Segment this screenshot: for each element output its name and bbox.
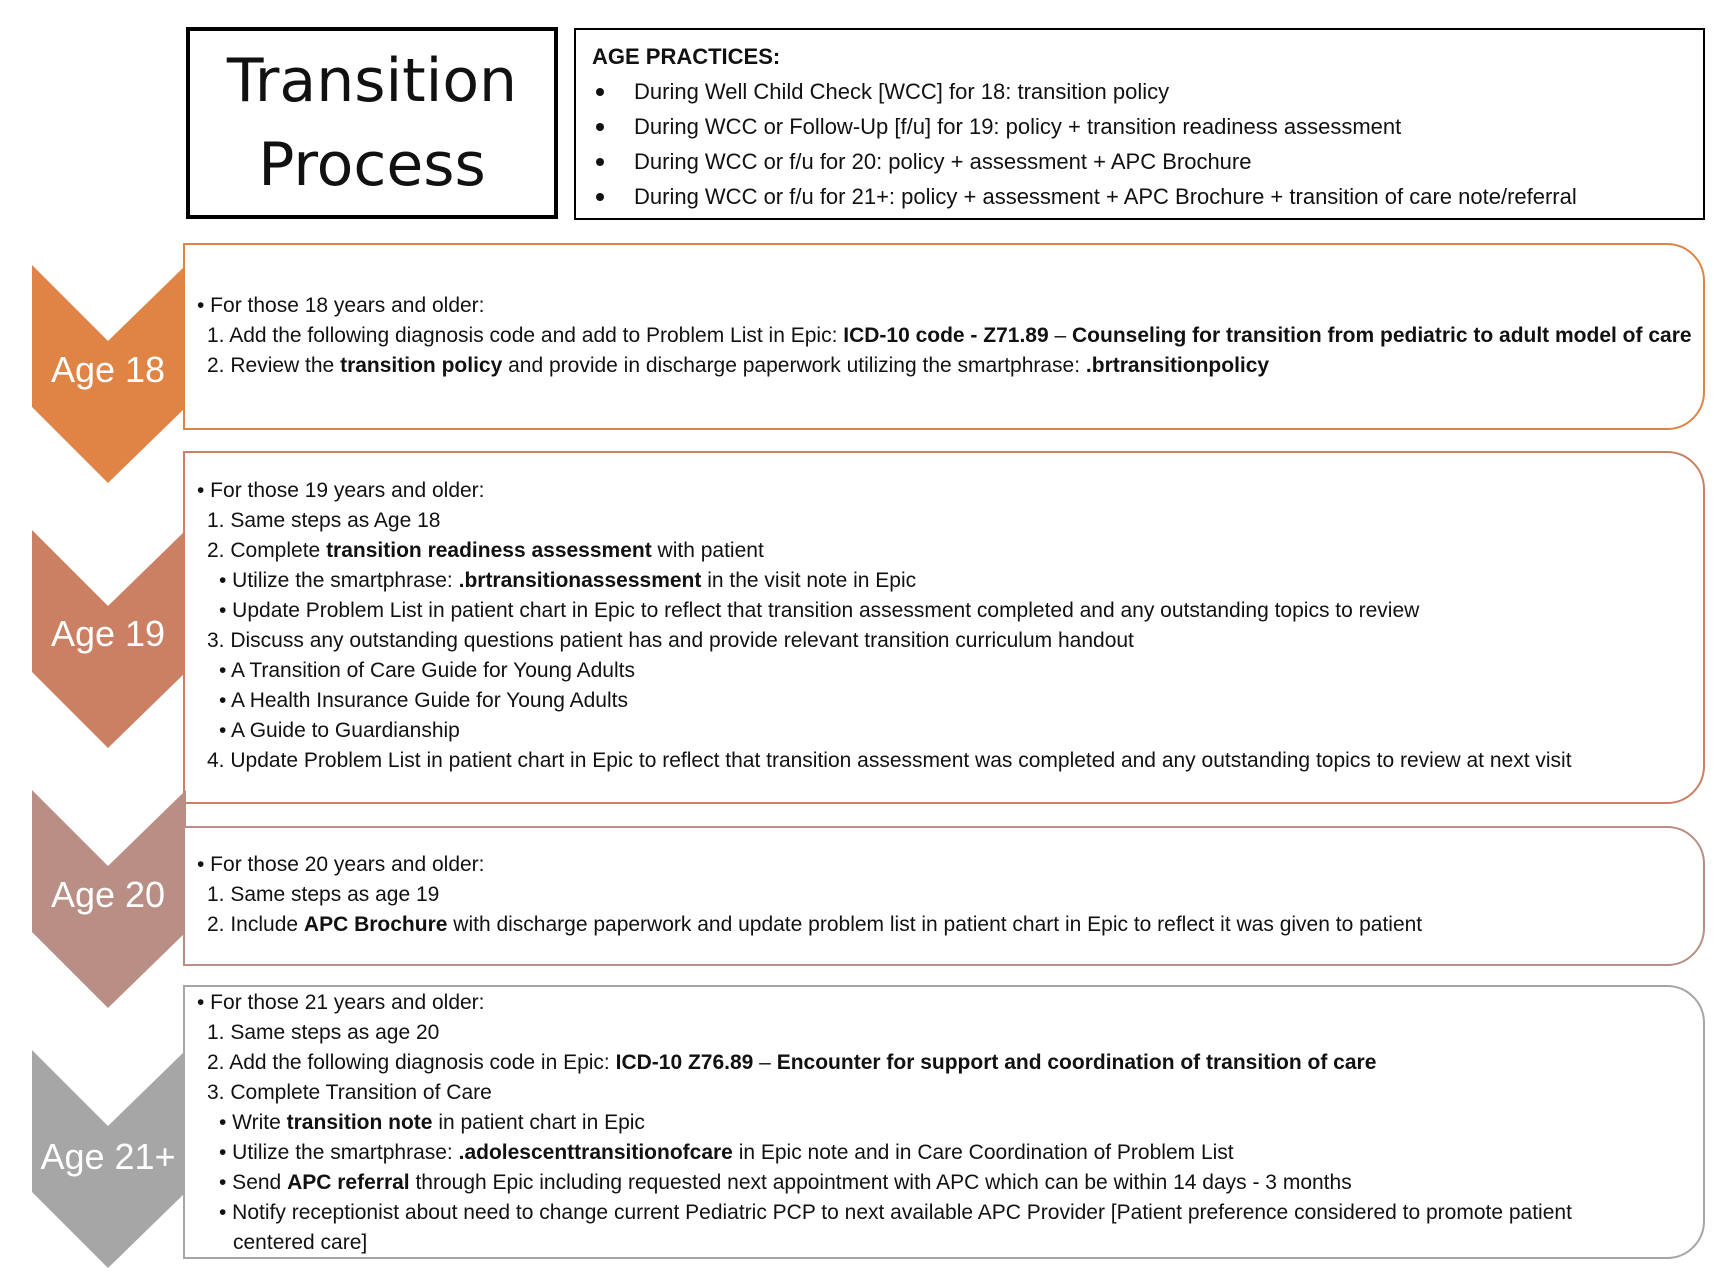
step-emphasis: .brtransitionpolicy (1085, 354, 1270, 377)
step-text: 2. Include (207, 913, 304, 936)
step-emphasis: APC referral (287, 1171, 410, 1194)
step-text: 4. Update Problem List in patient chart in Epic to reflect that transition assessment was completed and any outstanding topics to review at next visit (207, 749, 1572, 772)
step-emphasis: .adolescenttransitionofcare (458, 1141, 733, 1164)
step-text: with discharge paperwork and update problem list in patient chart in Epic to reflect it was given to patient (447, 913, 1423, 936)
step-text: through Epic including requested next appointment with APC which can be within 14 days - 3 months (409, 1171, 1352, 1194)
step-text: in patient chart in Epic (432, 1111, 645, 1134)
step-text: and provide in discharge paperwork utilizing the smartphrase: (502, 354, 1086, 377)
step-line (197, 596, 1703, 626)
age-practice-item: During WCC or f/u for 20: policy + assessment + APC Brochure (592, 144, 1703, 179)
step-emphasis: APC Brochure (303, 913, 448, 936)
step-line (197, 746, 1703, 776)
age-21-panel (183, 985, 1705, 1259)
step-text: • Notify receptionist about need to change current Pediatric PCP to next available APC Provider [Patient preference considered to promote patient (219, 1201, 1572, 1224)
step-text: 2. Complete (207, 539, 327, 562)
step-text: centered care] (233, 1231, 368, 1254)
step-line (197, 716, 1703, 746)
step-text: • Utilize the smartphrase: (219, 569, 459, 592)
step-line (197, 1138, 1703, 1168)
step-line (197, 1018, 1703, 1048)
step-line (197, 321, 1703, 351)
step-line (197, 910, 1703, 940)
step-line (197, 476, 1703, 506)
step-line (197, 1168, 1703, 1198)
step-text: 2. Add the following diagnosis code in Epic: (207, 1051, 616, 1074)
age-20-label: Age 20 (50, 874, 166, 915)
step-line (197, 536, 1703, 566)
age-19-label: Age 19 (50, 613, 166, 654)
step-text: 2. Review the (207, 354, 341, 377)
step-text: • A Health Insurance Guide for Young Adults (219, 689, 628, 712)
step-line (197, 566, 1703, 596)
step-text: 1. Same steps as age 20 (207, 1021, 440, 1044)
step-emphasis: Encounter for support and coordination of transition of care (776, 1051, 1377, 1074)
step-line (197, 988, 1703, 1018)
age-21-label: Age 21+ (40, 1136, 176, 1177)
step-line (197, 1078, 1703, 1108)
title-line-2: Process (258, 130, 486, 200)
step-line (197, 506, 1703, 536)
step-emphasis: Counseling for transition from pediatric to adult model of care (1072, 324, 1692, 347)
step-text: with patient (651, 539, 764, 562)
step-text: • A Guide to Guardianship (219, 719, 460, 742)
step-text: • For those 18 years and older: (197, 294, 485, 317)
step-text: • A Transition of Care Guide for Young Adults (219, 659, 635, 682)
step-emphasis: transition note (286, 1111, 433, 1134)
step-text: • For those 19 years and older: (197, 479, 485, 502)
step-line (197, 880, 1703, 910)
title-box (186, 27, 558, 219)
age-practice-item: During WCC or Follow-Up [f/u] for 19: policy + transition readiness assessment (592, 109, 1703, 144)
age-practices-list (592, 74, 1703, 214)
step-line (197, 291, 1703, 321)
age-practices-box (574, 28, 1705, 220)
step-text: • For those 21 years and older: (197, 991, 485, 1014)
step-text: 1. Same steps as Age 18 (207, 509, 441, 532)
step-line (197, 626, 1703, 656)
step-text: – (753, 1051, 777, 1074)
step-emphasis: ICD-10 code - Z71.89 (843, 324, 1049, 347)
step-text: 1. Add the following diagnosis code and add to Problem List in Epic: (207, 324, 844, 347)
step-text: 3. Discuss any outstanding questions patient has and provide relevant transition curriculum handout (207, 629, 1134, 652)
step-text: • For those 20 years and older: (197, 853, 485, 876)
step-text: • Send (219, 1171, 288, 1194)
step-text: • Utilize the smartphrase: (219, 1141, 459, 1164)
title-line-1: Transition (226, 46, 518, 116)
age-18-label: Age 18 (50, 349, 166, 390)
step-emphasis: .brtransitionassessment (458, 569, 702, 592)
step-text: • Update Problem List in patient chart in Epic to reflect that transition assessment completed and any outstanding topics to review (219, 599, 1420, 622)
step-line (197, 1198, 1703, 1228)
step-line (197, 1228, 1703, 1258)
step-text: 3. Complete Transition of Care (207, 1081, 492, 1104)
step-emphasis: transition readiness assessment (326, 539, 652, 562)
age-19-panel (183, 451, 1705, 804)
step-text: in Epic note and in Care Coordination of Problem List (732, 1141, 1234, 1164)
step-line (197, 686, 1703, 716)
step-line (197, 1048, 1703, 1078)
step-emphasis: ICD-10 Z76.89 (615, 1051, 754, 1074)
step-emphasis: transition policy (340, 354, 503, 377)
age-practices-heading: AGE PRACTICES: (592, 44, 781, 69)
step-line (197, 351, 1703, 381)
age-20-panel (183, 826, 1705, 966)
step-text: in the visit note in Epic (701, 569, 917, 592)
age-18-panel (183, 243, 1705, 430)
step-line (197, 656, 1703, 686)
step-text: • Write (219, 1111, 287, 1134)
age-practice-item: During Well Child Check [WCC] for 18: transition policy (592, 74, 1703, 109)
step-line (197, 1108, 1703, 1138)
step-text: 1. Same steps as age 19 (207, 883, 440, 906)
age-practice-item: During WCC or f/u for 21+: policy + assessment + APC Brochure + transition of care note/referral (592, 179, 1703, 214)
step-text: – (1048, 324, 1072, 347)
step-line (197, 850, 1703, 880)
